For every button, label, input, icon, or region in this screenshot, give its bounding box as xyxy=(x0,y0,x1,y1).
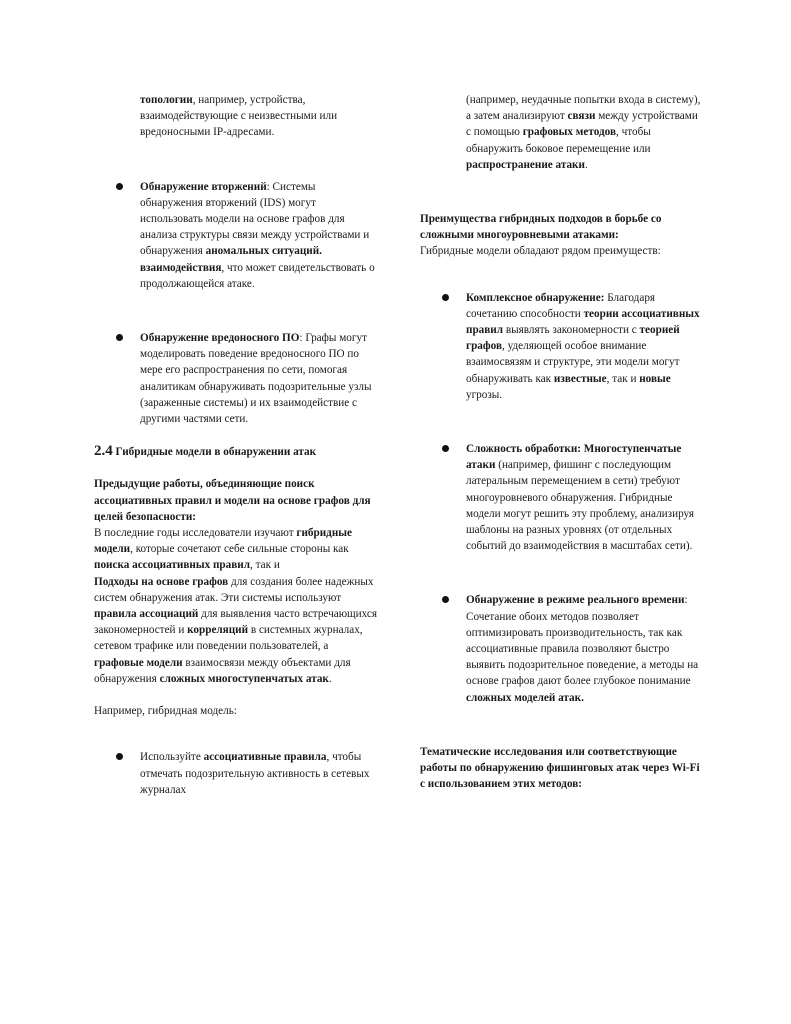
bullet-comprehensive-detection: Комплексное обнаружение: Благодаря сочетанию способности теории ассоциативных правил выявлять закономерности с теорией графов, уделяющей особое внимание взаимосвязям и структуре, эти модели могут обнаруживать как известные, так и новые угрозы. xyxy=(420,290,702,403)
example-intro: Например, гибридная модель: xyxy=(94,705,237,718)
section-heading: 2.4 Гибридные модели в обнаружении атак xyxy=(94,443,317,460)
bullet-continuation: топологии, например, устройства, взаимодействующие с неизвестными или вредоносными IP-адресами. xyxy=(140,94,338,139)
bullet-icon xyxy=(116,334,123,341)
bullet-icon xyxy=(442,445,449,452)
bullet-use-association-rules: Используйте ассоциативные правила, чтобы отмечать подозрительную активность в сетевых журналах xyxy=(94,749,378,798)
bullet-icon xyxy=(116,183,123,190)
bullet-icon xyxy=(442,596,449,603)
previous-works-heading: Предыдущие работы, объединяющие поиск ассоциативных правил и модели на основе графов для целей безопасности: xyxy=(94,478,371,523)
hybrid-models-paragraph: В последние годы исследователи изучают гибридные модели, которые сочетают себе сильные стороны как поиска ассоциативных правил, так и Подходы на основе графов для создания более надежных систем обнаружения атак. Эти системы используют правила ассоциаций для выявления часто встречающихся закономерностей и корреляций в системных журналах, сетевом трафике или поведении пользователей, а графовые модели взаимосвязи между объектами для обнаружения сложных многоступенчатых атак. xyxy=(94,527,378,685)
bullet-icon xyxy=(442,294,449,301)
bullet-malware-detection: Обнаружение вредоносного ПО: Графы могут моделировать поведение вредоносного ПО по мере его распространения по сети, помогая аналитикам обнаруживать подозрительные узлы (зараженные системы) и их взаимодействие с другими частями сети. xyxy=(94,330,378,427)
bullet-processing-complexity: Сложность обработки: Многоступенчатые атаки (например, фишинг с последующим латеральным перемещением в сети) требуют многоуровневого обнаружения. Гибридные модели могут решить эту проблему, анализируя шаблоны на разных уровнях (от отдельных событий до взаимодействия в масштабах сети). xyxy=(420,441,702,554)
right-column xyxy=(420,92,702,793)
bullet-icon xyxy=(116,753,123,760)
case-studies-heading: Тематические исследования или соответствующие работы по обнаружению фишинговых атак через Wi-Fi с использованием этих методов: xyxy=(420,745,700,791)
left-column xyxy=(94,92,378,798)
bullet-realtime-detection: Обнаружение в режиме реального времени: Сочетание обоих методов позволяет оптимизировать производительность, так как ассоциативные правила позволяют быстро выявить подозрительное поведение, а методы на основе графов дают более глубокое понимание сложных моделей атак. xyxy=(420,592,702,705)
bullet-intrusion-detection: Обнаружение вторжений: Системы обнаружения вторжений (IDS) могут использовать модели на основе графов для анализа структуры связи между устройствами и обнаружения аномальных ситуаций. взаимодействия, что может свидетельствовать о продолжающейся атаке. xyxy=(94,179,378,292)
advantages-heading: Преимущества гибридных подходов в борьбе со сложными многоуровневыми атаками: Гибридные модели обладают рядом преимуществ: xyxy=(420,213,662,258)
bullet-continuation: (например, неудачные попытки входа в систему), а затем анализируют связи между устройствами с помощью графовых методов, чтобы обнаружить боковое перемещение или распространение атаки. xyxy=(466,94,701,171)
